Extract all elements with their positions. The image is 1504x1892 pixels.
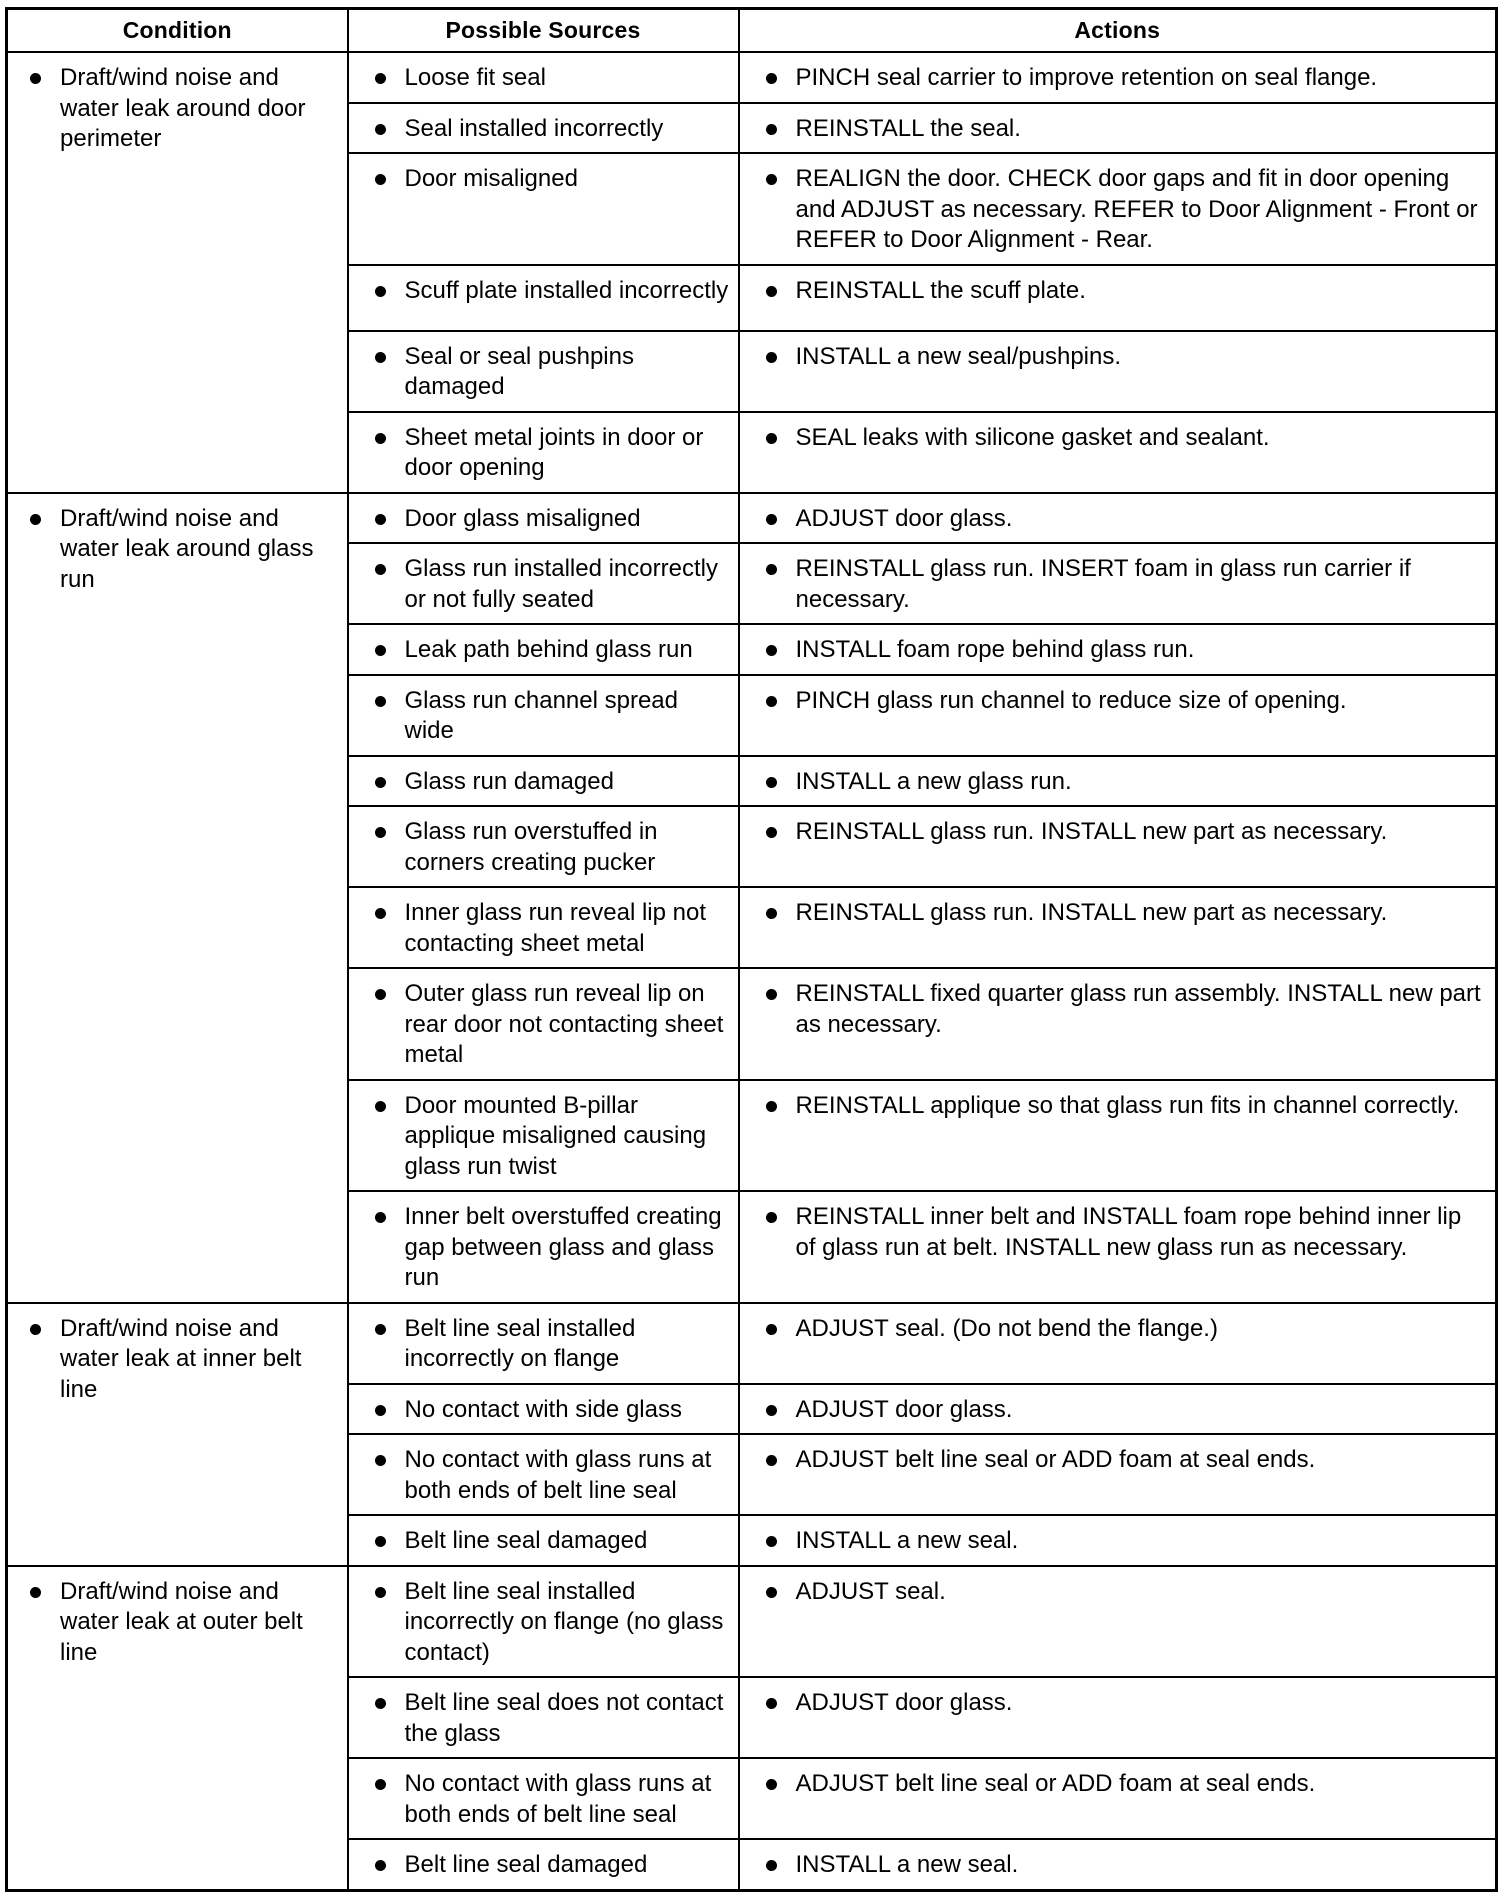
condition-cell [7, 1566, 348, 1891]
possible-source-cell-content [349, 544, 738, 623]
action-cell-text: REALIGN the door. CHECK door gaps and fit in door opening and ADJUST as necessary. REFER to Door Alignment - Front or REFER to Door Alignment - Rear. [795, 165, 1478, 253]
action-cell-content [740, 1840, 1496, 1889]
bullet-icon [375, 1698, 386, 1709]
action-cell-content [740, 104, 1496, 153]
possible-source-cell-text: Belt line seal installed incorrectly on flange [404, 1314, 636, 1372]
possible-source-cell [348, 968, 739, 1080]
table-header-row [7, 9, 1497, 53]
possible-source-cell [348, 543, 739, 624]
bullet-icon [766, 1587, 777, 1598]
bullet-icon [375, 1536, 386, 1547]
action-cell-text: REINSTALL the scuff plate. [795, 276, 1086, 304]
possible-source-cell-content [349, 676, 738, 755]
bullet-icon [375, 1212, 386, 1223]
possible-source-cell-content [349, 1304, 738, 1383]
action-cell-text: REINSTALL inner belt and INSTALL foam rope behind inner lip of glass run at belt. INSTALL new glass run as necessary. [795, 1203, 1462, 1261]
bullet-icon [375, 352, 386, 363]
bullet-icon [375, 1587, 386, 1598]
possible-source-cell-text: Belt line seal installed incorrectly on flange (no glass contact) [404, 1577, 724, 1666]
action-cell-content [740, 53, 1496, 102]
possible-source-cell [348, 756, 739, 807]
bullet-icon [766, 1536, 777, 1547]
bullet-icon [375, 1455, 386, 1466]
possible-source-cell-content [349, 1385, 738, 1434]
possible-source-cell-text: Seal installed incorrectly [404, 114, 664, 142]
table-body [7, 52, 1497, 1890]
possible-source-cell [348, 1839, 739, 1890]
possible-source-cell-text: Door glass misaligned [404, 504, 641, 532]
condition-cell-content [8, 1567, 347, 1677]
possible-source-cell-text: Sheet metal joints in door or door opening [404, 423, 704, 481]
action-cell-content [740, 1516, 1496, 1565]
possible-source-cell [348, 1677, 739, 1758]
action-cell-text: ADJUST door glass. [795, 504, 1013, 532]
action-cell [739, 412, 1497, 493]
condition-cell-text: Draft/wind noise and water leak at outer belt line [60, 1577, 303, 1666]
bullet-icon [375, 645, 386, 656]
bullet-icon [766, 1405, 777, 1416]
bullet-icon [375, 777, 386, 788]
bullet-icon [375, 564, 386, 575]
possible-source-cell-content [349, 413, 738, 492]
action-cell [739, 52, 1497, 103]
bullet-icon [375, 1101, 386, 1112]
bullet-icon [375, 989, 386, 1000]
possible-source-cell-text: No contact with glass runs at both ends of belt line seal [404, 1446, 712, 1504]
possible-source-cell [348, 675, 739, 756]
action-cell-text: INSTALL a new glass run. [795, 767, 1072, 795]
possible-source-cell-content [349, 1759, 738, 1838]
possible-source-cell-text: Leak path behind glass run [404, 636, 693, 663]
bullet-icon [766, 1324, 777, 1335]
action-cell [739, 153, 1497, 265]
bullet-icon [375, 286, 386, 297]
possible-source-cell-text: Belt line seal does not contact the glass [404, 1689, 724, 1747]
action-cell [739, 1434, 1497, 1515]
bullet-icon [766, 1779, 777, 1790]
action-cell-text: INSTALL a new seal/pushpins. [795, 342, 1122, 370]
action-cell-content [740, 494, 1496, 543]
possible-source-cell-text: Seal or seal pushpins damaged [404, 342, 634, 400]
action-cell-content [740, 888, 1496, 937]
bullet-icon [766, 352, 777, 363]
bullet-icon [375, 908, 386, 919]
bullet-icon [766, 286, 777, 297]
bullet-icon [30, 1324, 41, 1335]
possible-source-cell-content [349, 494, 738, 543]
bullet-icon [766, 1101, 777, 1112]
action-cell [739, 103, 1497, 154]
possible-source-cell-text: Glass run overstuffed in corners creating pucker [404, 818, 658, 876]
bullet-icon [766, 696, 777, 707]
possible-source-cell [348, 493, 739, 544]
possible-source-cell-content [349, 1435, 738, 1514]
possible-source-cell-content [349, 1081, 738, 1191]
diagnosis-table [5, 7, 1498, 1892]
action-cell-text: PINCH glass run channel to reduce size of opening. [795, 686, 1347, 714]
action-cell-text: SEAL leaks with silicone gasket and sealant. [795, 423, 1270, 451]
header-condition: Condition [7, 9, 348, 53]
action-cell-content [740, 1567, 1496, 1616]
possible-source-cell-content [349, 1192, 738, 1302]
action-cell [739, 1677, 1497, 1758]
bullet-icon [30, 514, 41, 525]
action-cell-content [740, 413, 1496, 462]
bullet-icon [766, 124, 777, 135]
table-row [7, 52, 1497, 103]
action-cell-text: ADJUST belt line seal or ADD foam at seal ends. [795, 1770, 1316, 1797]
bullet-icon [375, 174, 386, 185]
action-cell-content [740, 1678, 1496, 1727]
possible-source-cell-content [349, 807, 738, 886]
possible-source-cell-content [349, 625, 738, 674]
action-cell-text: REINSTALL glass run. INSTALL new part as necessary. [795, 818, 1388, 845]
action-cell [739, 1303, 1497, 1384]
action-cell-text: ADJUST seal. [795, 1577, 946, 1605]
condition-cell [7, 52, 348, 493]
possible-source-cell-content [349, 104, 738, 153]
bullet-icon [766, 827, 777, 838]
bullet-icon [375, 73, 386, 84]
action-cell [739, 1566, 1497, 1678]
possible-source-cell-content [349, 757, 738, 806]
possible-source-cell-text: Outer glass run reveal lip on rear door not contacting sheet metal [404, 980, 724, 1068]
action-cell [739, 493, 1497, 544]
table-row [7, 1303, 1497, 1384]
condition-cell-content [8, 1304, 347, 1414]
condition-cell-text: Draft/wind noise and water leak around door perimeter [60, 64, 306, 152]
possible-source-cell [348, 887, 739, 968]
possible-source-cell-content [349, 266, 738, 315]
possible-source-cell [348, 624, 739, 675]
action-cell [739, 1515, 1497, 1566]
possible-source-cell-text: Belt line seal damaged [404, 1527, 648, 1554]
header-actions: Actions [739, 9, 1497, 53]
action-cell-text: REINSTALL applique so that glass run fits in channel correctly. [795, 1091, 1460, 1119]
possible-source-cell-content [349, 888, 738, 967]
action-cell-content [740, 1385, 1496, 1434]
possible-source-cell-text: Door mounted B-pillar applique misaligned causing glass run twist [404, 1091, 707, 1180]
possible-source-cell-text: Belt line seal damaged [404, 1851, 648, 1878]
action-cell-text: INSTALL foam rope behind glass run. [795, 636, 1195, 663]
action-cell [739, 1758, 1497, 1839]
possible-source-cell-content [349, 1516, 738, 1565]
possible-source-cell [348, 103, 739, 154]
bullet-icon [375, 1324, 386, 1335]
possible-source-cell-content [349, 1840, 738, 1889]
condition-cell-content [8, 494, 347, 604]
bullet-icon [375, 696, 386, 707]
bullet-icon [375, 433, 386, 444]
bullet-icon [766, 777, 777, 788]
table-row [7, 1566, 1497, 1678]
action-cell [739, 756, 1497, 807]
possible-source-cell [348, 806, 739, 887]
bullet-icon [766, 1212, 777, 1223]
action-cell-content [740, 757, 1496, 806]
condition-cell-text: Draft/wind noise and water leak around glass run [60, 504, 314, 593]
condition-cell-text: Draft/wind noise and water leak at inner belt line [60, 1314, 302, 1403]
action-cell [739, 1839, 1497, 1890]
action-cell-content [740, 1081, 1496, 1130]
bullet-icon [766, 1455, 777, 1466]
bullet-icon [766, 1698, 777, 1709]
bullet-icon [766, 433, 777, 444]
possible-source-cell [348, 1384, 739, 1435]
possible-source-cell [348, 1080, 739, 1192]
action-cell [739, 265, 1497, 331]
action-cell-text: PINCH seal carrier to improve retention on seal flange. [795, 64, 1378, 91]
header-possible-sources: Possible Sources [348, 9, 739, 53]
possible-source-cell-text: Glass run damaged [404, 767, 614, 795]
bullet-icon [375, 124, 386, 135]
possible-source-cell [348, 1434, 739, 1515]
bullet-icon [766, 989, 777, 1000]
possible-source-cell-content [349, 53, 738, 102]
condition-cell [7, 493, 348, 1303]
bullet-icon [375, 1405, 386, 1416]
action-cell-content [740, 332, 1496, 381]
action-cell [739, 675, 1497, 756]
bullet-icon [766, 514, 777, 525]
possible-source-cell-text: No contact with side glass [404, 1395, 682, 1423]
possible-source-cell [348, 1303, 739, 1384]
possible-source-cell-text: Scuff plate installed incorrectly [404, 276, 729, 304]
possible-source-cell-content [349, 1567, 738, 1677]
action-cell-text: REINSTALL glass run. INSERT foam in glass run carrier if necessary. [795, 555, 1411, 613]
action-cell-text: INSTALL a new seal. [795, 1851, 1019, 1878]
possible-source-cell [348, 1566, 739, 1678]
action-cell [739, 806, 1497, 887]
action-cell-content [740, 1192, 1496, 1271]
possible-source-cell-content [349, 332, 738, 411]
action-cell-text: ADJUST door glass. [795, 1689, 1013, 1716]
action-cell-content [740, 154, 1496, 264]
action-cell [739, 624, 1497, 675]
bullet-icon [766, 908, 777, 919]
bullet-icon [375, 827, 386, 838]
possible-source-cell [348, 412, 739, 493]
bullet-icon [766, 73, 777, 84]
bullet-icon [766, 564, 777, 575]
action-cell-content [740, 266, 1496, 315]
possible-source-cell [348, 52, 739, 103]
possible-source-cell-text: Glass run channel spread wide [404, 686, 678, 744]
action-cell [739, 1080, 1497, 1192]
possible-source-cell [348, 1515, 739, 1566]
possible-source-cell [348, 1758, 739, 1839]
possible-source-cell-content [349, 1678, 738, 1757]
action-cell [739, 1191, 1497, 1303]
action-cell-text: REINSTALL glass run. INSTALL new part as necessary. [795, 899, 1388, 926]
condition-cell [7, 1303, 348, 1566]
action-cell-text: REINSTALL the seal. [795, 114, 1021, 142]
table-row [7, 493, 1497, 544]
possible-source-cell [348, 153, 739, 265]
action-cell-content [740, 625, 1496, 674]
diagnosis-table-container [5, 7, 1495, 1892]
bullet-icon [766, 1860, 777, 1871]
action-cell-text: INSTALL a new seal. [795, 1527, 1019, 1554]
action-cell-content [740, 676, 1496, 725]
bullet-icon [766, 645, 777, 656]
bullet-icon [30, 73, 41, 84]
action-cell-content [740, 1435, 1496, 1484]
possible-source-cell-text: Loose fit seal [404, 64, 546, 91]
bullet-icon [766, 174, 777, 185]
bullet-icon [375, 1779, 386, 1790]
action-cell [739, 968, 1497, 1080]
possible-source-cell [348, 1191, 739, 1303]
action-cell [739, 1384, 1497, 1435]
possible-source-cell [348, 331, 739, 412]
possible-source-cell-content [349, 154, 738, 203]
action-cell-content [740, 1759, 1496, 1808]
possible-source-cell-content [349, 969, 738, 1079]
action-cell [739, 331, 1497, 412]
possible-source-cell-text: Inner glass run reveal lip not contacting sheet metal [404, 899, 706, 957]
possible-source-cell-text: Door misaligned [404, 165, 578, 192]
action-cell-content [740, 544, 1496, 623]
possible-source-cell [348, 265, 739, 331]
possible-source-cell-text: No contact with glass runs at both ends of belt line seal [404, 1770, 712, 1828]
possible-source-cell-text: Glass run installed incorrectly or not fully seated [404, 555, 718, 613]
action-cell-text: REINSTALL fixed quarter glass run assembly. INSTALL new part as necessary. [795, 980, 1481, 1038]
action-cell-text: ADJUST belt line seal or ADD foam at seal ends. [795, 1446, 1316, 1473]
action-cell-content [740, 807, 1496, 856]
action-cell [739, 543, 1497, 624]
possible-source-cell-text: Inner belt overstuffed creating gap between glass and glass run [404, 1203, 722, 1291]
action-cell-text: ADJUST door glass. [795, 1395, 1013, 1423]
condition-cell-content [8, 53, 347, 163]
action-cell-content [740, 969, 1496, 1048]
action-cell-content [740, 1304, 1496, 1353]
action-cell [739, 887, 1497, 968]
bullet-icon [375, 1860, 386, 1871]
bullet-icon [375, 514, 386, 525]
action-cell-text: ADJUST seal. (Do not bend the flange.) [795, 1314, 1218, 1342]
bullet-icon [30, 1587, 41, 1598]
